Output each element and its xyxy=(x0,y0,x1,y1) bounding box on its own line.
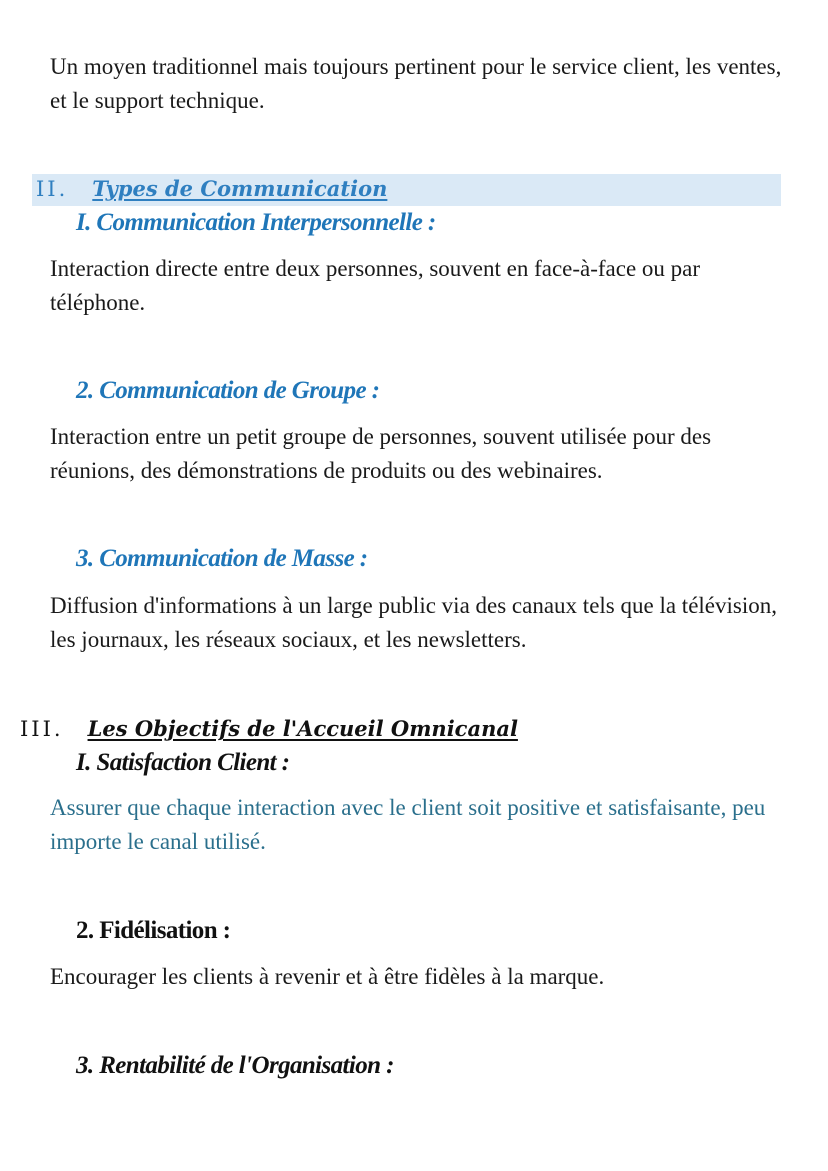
paragraph-fidelisation: Encourager les clients à revenir et à être fidèles à la marque. xyxy=(50,964,605,989)
section-title: Les Objectifs de l'Accueil Omnicanal xyxy=(87,716,518,741)
subheading-communication-masse: 3. Communication de Masse : xyxy=(76,545,368,572)
intro-paragraph: Un moyen traditionnel mais toujours pertinent pour le service client, les ventes, et le support technique. xyxy=(50,54,782,113)
section-heading-types-communication xyxy=(32,174,781,206)
paragraph-communication-interpersonnelle: Interaction directe entre deux personnes, souvent en face-à-face ou par téléphone. xyxy=(50,256,701,315)
section-title: Types de Communication xyxy=(92,176,388,201)
subheading-fidelisation: 2. Fidélisation : xyxy=(76,917,231,944)
subheading-communication-interpersonnelle: I. Communication Interpersonnelle : xyxy=(76,209,436,236)
section-heading-objectifs-accueil xyxy=(20,714,518,744)
paragraph-communication-groupe: Interaction entre un petit groupe de personnes, souvent utilisée pour des réunions, des démonstrations de produits ou des webinaires. xyxy=(50,424,712,483)
subheading-communication-groupe: 2. Communication de Groupe : xyxy=(76,377,380,404)
paragraph-satisfaction-client: Assurer que chaque interaction avec le client soit positive et satisfaisante, peu importe le canal utilisé. xyxy=(50,795,766,854)
section-number: II. xyxy=(36,177,69,201)
subheading-satisfaction-client: I. Satisfaction Client : xyxy=(76,749,290,776)
paragraph-communication-masse: Diffusion d'informations à un large public via des canaux tels que la télévision, les journaux, les réseaux sociaux, et les newsletters. xyxy=(50,593,777,652)
subheading-rentabilite-organisation: 3. Rentabilité de l'Organisation : xyxy=(76,1052,394,1079)
section-number: III. xyxy=(20,717,64,741)
